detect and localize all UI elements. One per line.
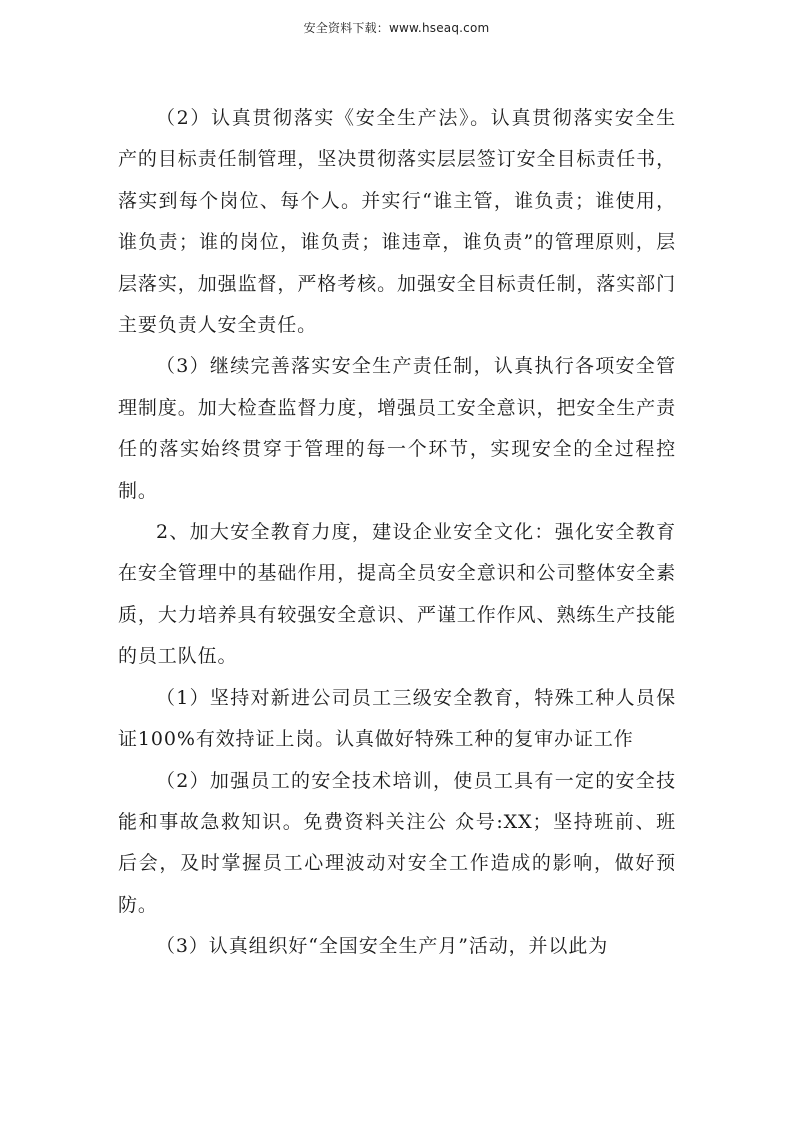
paragraph-2-technical-training: （2）加强员工的安全技术培训，使员工具有一定的安全技能和事故急救知识。免费资料关注公 众号:XX；坚持班前、班后会，及时掌握员工心理波动对安全工作造成的影响，做好预防。: [118, 769, 676, 916]
paragraph-safety-education: 2、加大安全教育力度，建设企业安全文化：强化安全教育在安全管理中的基础作用，提高全员安全意识和公司整体安全素质，大力培养具有较强安全意识、严谨工作作风、熟练生产技能的员工队伍。: [118, 521, 676, 668]
paragraph-2-implement-safety-law: （2）认真贯彻落实《安全生产法》。认真贯彻落实安全生产的目标责任制管理，坚决贯彻落实层层签订安全目标责任书，落实到每个岗位、每个人。并实行“谁主管，谁负责；谁使用，谁负责；谁的岗位，谁负责；谁违章，谁负责”的管理原则，层层落实，加强监督，严格考核。加强安全目标责任制，落实部门主要负责人安全责任。: [118, 107, 676, 337]
document-body: [118, 98, 676, 968]
paragraph-3-safety-month: （3）认真组织好“全国安全生产月”活动，并以此为: [156, 935, 609, 958]
paragraph-3-responsibility-system: （3）继续完善落实安全生产责任制，认真执行各项安全管理制度。加大检查监督力度，增强员工安全意识，把安全生产责任的落实始终贯穿于管理的每一个环节，实现安全的全过程控制。: [118, 355, 676, 502]
page-header: 安全资料下载：www.hseaq.com: [303, 21, 490, 35]
paragraph-1-new-employee-training: （1）坚持对新进公司员工三级安全教育，特殊工种人员保证100%有效持证上岗。认真做好特殊工种的复审办证工作: [118, 686, 676, 751]
